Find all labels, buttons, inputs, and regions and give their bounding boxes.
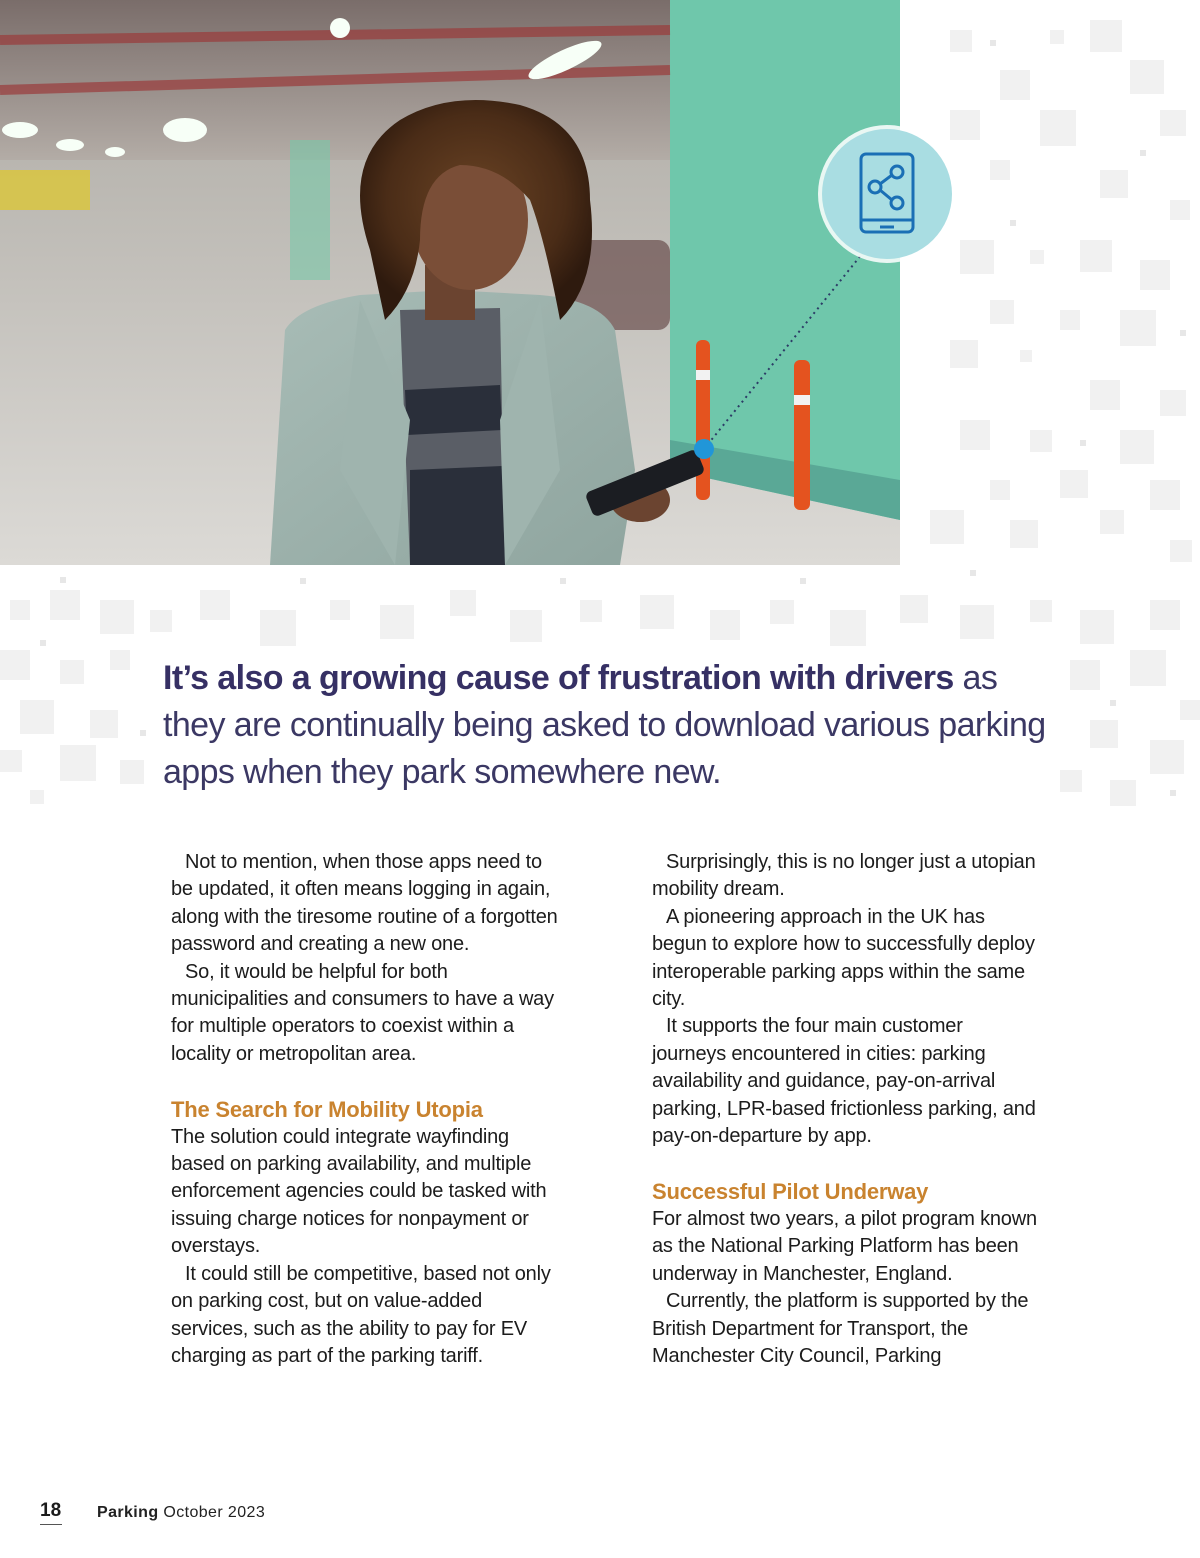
paragraph: A pioneering approach in the UK has begun to explore how to successfully deploy interoperable parking apps within the same city. (652, 905, 1035, 1011)
hero-photo (0, 0, 900, 565)
article-column-right (652, 849, 1042, 1370)
paragraph: Surprisingly, this is no longer just a utopian mobility dream. (652, 851, 1036, 901)
paragraph: For almost two years, a pilot program known as the National Parking Platform has been underway in Manchester, England. (652, 1207, 1037, 1285)
section-heading: The Search for Mobility Utopia (171, 1097, 483, 1123)
paragraph: The solution could integrate wayfinding based on parking availability, and multiple enforcement agencies could be tasked with issuing charge notices for nonpayment or overstays. (171, 1125, 547, 1258)
paragraph: So, it would be helpful for both municipalities and consumers to have a way for multiple operators to coexist within a locality or metropolitan area. (171, 960, 554, 1065)
issue-date: October 2023 (163, 1504, 266, 1521)
paragraph: It could still be competitive, based not only on parking cost, but on value-added services, such as the ability to pay for EV charging as part of the parking tariff. (171, 1262, 551, 1367)
section-heading: Successful Pilot Underway (652, 1179, 929, 1205)
paragraph: It supports the four main customer journeys encountered in cities: parking availability and guidance, pay-on-arrival parking, LPR-based frictionless parking, and pay-on-departure by app. (652, 1015, 1036, 1148)
paragraph: Currently, the platform is supported by the British Department for Transport, the Manchester City Council, Parking (652, 1290, 1029, 1367)
magazine-name: Parking (97, 1504, 159, 1521)
page-number: 18 (40, 1500, 62, 1525)
magazine-issue (97, 1504, 265, 1522)
pull-quote-strong: It’s also a growing cause of frustration with drivers (163, 659, 954, 697)
article-column-left (171, 849, 561, 1370)
pull-quote (163, 655, 1063, 796)
paragraph: Not to mention, when those apps need to be updated, it often means logging in again, along with the tiresome routine of a forgotten password and creating a new one. (171, 851, 558, 956)
pull-quote-rest: as they are continually being asked to download various parking apps when they park somewhere new. (163, 659, 1046, 791)
